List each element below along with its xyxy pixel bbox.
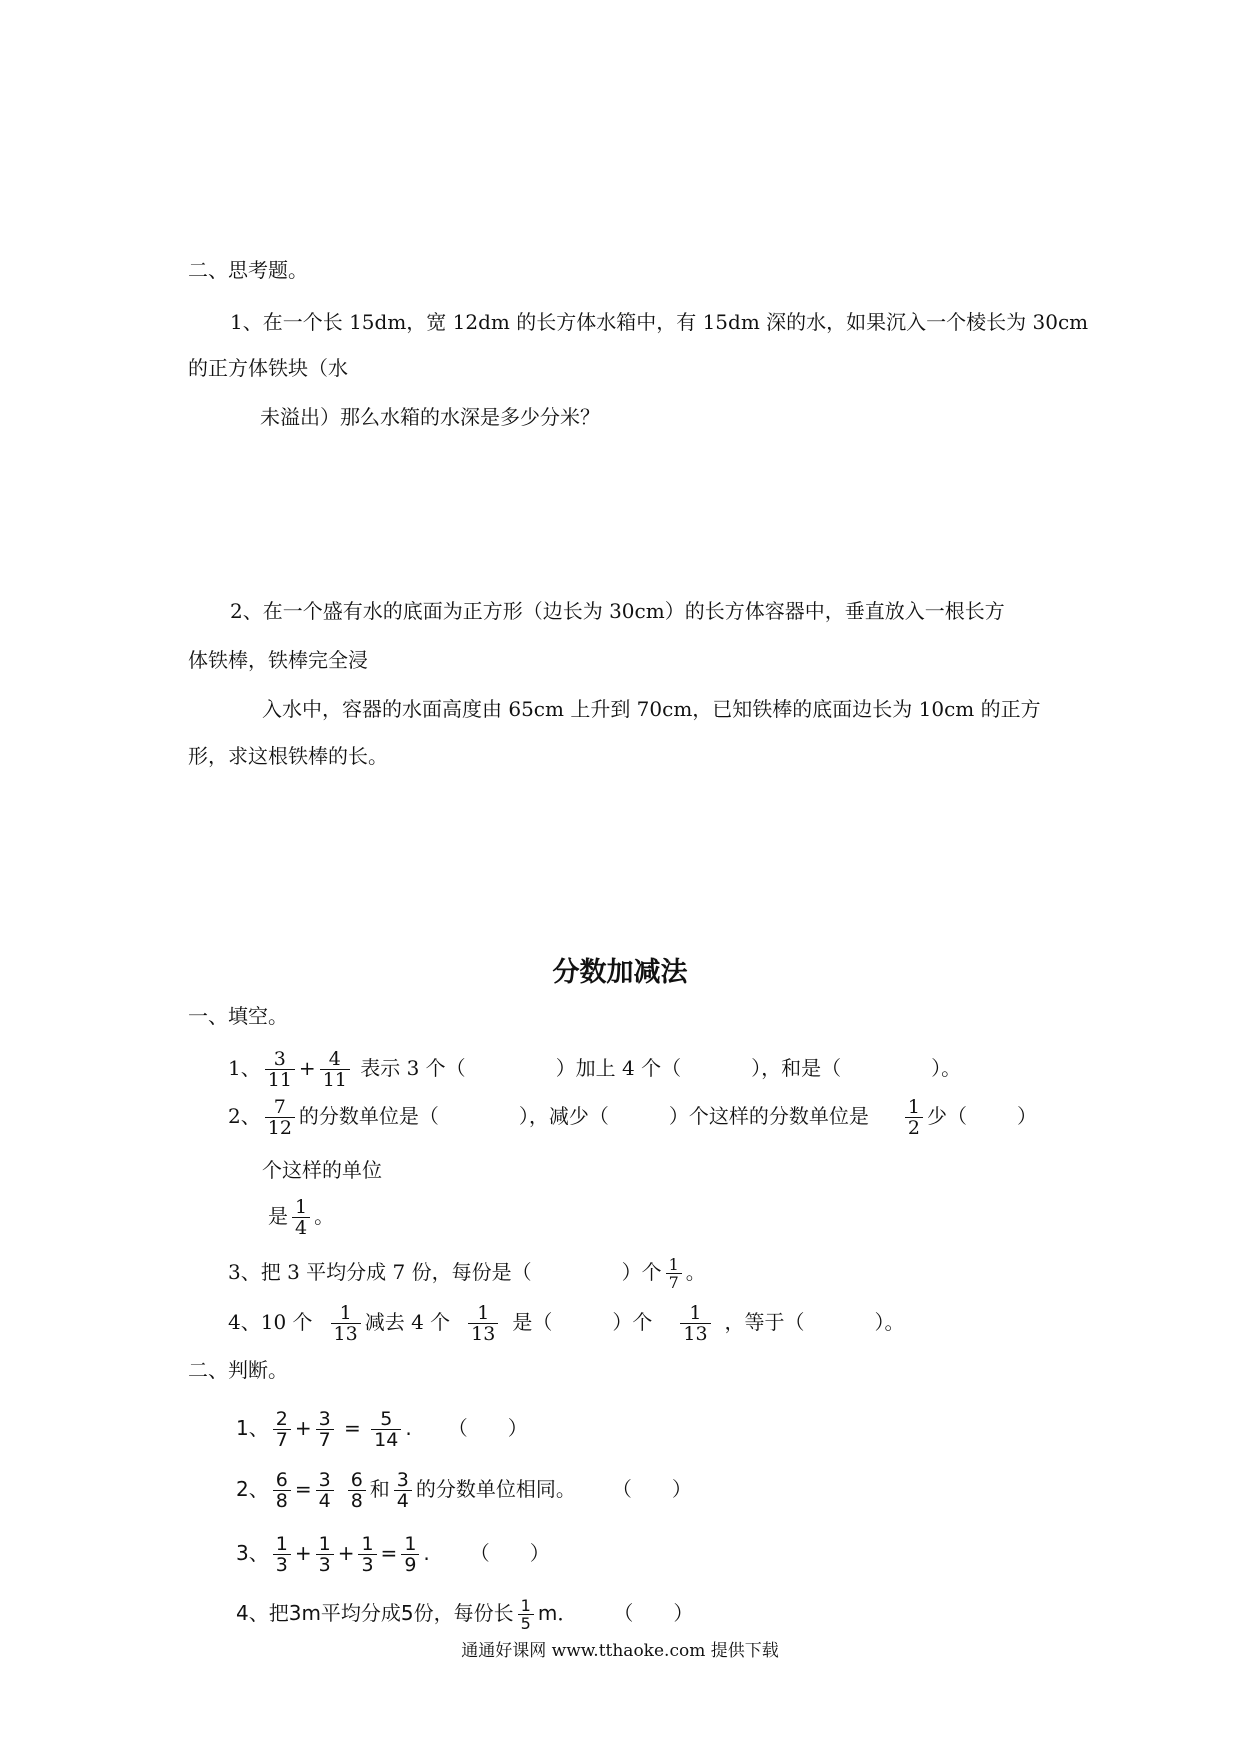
fraction: $\frac{1}{9}$ xyxy=(401,1534,419,1575)
page-footer: 通通好课网 www.tthaoke.com 提供下载 xyxy=(461,1641,779,1661)
answer-parentheses: （ ） xyxy=(447,1416,528,1440)
text: ）个这样的分数单位是 xyxy=(668,1104,869,1128)
question-number: 2、 xyxy=(236,1477,269,1501)
answer-parentheses: （ ） xyxy=(469,1541,550,1565)
equals-sign: = xyxy=(344,1416,361,1440)
plus-sign: + xyxy=(298,1056,316,1080)
text: 是 xyxy=(268,1204,288,1228)
text: . xyxy=(405,1416,412,1440)
fraction: $\frac{1}{2}$ xyxy=(905,1097,923,1138)
text: . xyxy=(423,1541,430,1565)
fraction: $\frac{1}{13}$ xyxy=(468,1303,498,1344)
fraction: $\frac{6}{8}$ xyxy=(348,1470,366,1511)
question-1-line-3: 未溢出）那么水箱的水深是多少分米？ xyxy=(260,405,600,429)
text: 。 xyxy=(685,1260,706,1284)
question-2-line-2: 体铁棒，铁棒完全浸 xyxy=(188,648,368,672)
fraction: $\frac{7}{12}$ xyxy=(265,1097,295,1138)
equals-sign: = xyxy=(380,1541,398,1565)
fraction: $\frac{1}{3}$ xyxy=(358,1534,376,1575)
equals-sign: = xyxy=(294,1477,312,1501)
fill-question-3 xyxy=(228,1250,706,1294)
text: 的分数单位相同。 xyxy=(415,1477,576,1501)
judge-question-1 xyxy=(236,1405,528,1451)
text: 4、10 个 xyxy=(228,1310,313,1334)
text: ，等于（ xyxy=(724,1310,805,1334)
text: 和 xyxy=(369,1477,390,1501)
fill-question-2-line-3 xyxy=(268,1194,334,1238)
judge-question-4 xyxy=(236,1590,693,1636)
fraction: $\frac{3}{4}$ xyxy=(316,1470,334,1511)
text: 是（ xyxy=(512,1310,553,1334)
question-2-line-1: 2、在一个盛有水的底面为正方形（边长为 30cm）的长方体容器中，垂直放入一根长方 xyxy=(230,599,1005,623)
text: 。 xyxy=(314,1204,335,1228)
fraction: $\frac{1}{13}$ xyxy=(680,1303,710,1344)
fill-question-2-line-2: 个这样的单位 xyxy=(262,1158,382,1182)
question-2-line-4: 形，求这根铁棒的长。 xyxy=(188,744,388,768)
text: 少（ xyxy=(927,1104,968,1128)
fraction: $\frac{3}{7}$ xyxy=(316,1409,334,1450)
text: m． xyxy=(537,1601,578,1625)
text: 3、把 3 平均分成 7 份，每份是（ xyxy=(228,1260,532,1284)
fraction: $\frac{2}{7}$ xyxy=(273,1409,291,1450)
section-heading-thinking: 二、思考题。 xyxy=(188,258,308,282)
fraction: $\frac{1}{4}$ xyxy=(292,1197,310,1238)
text: 减去 4 个 xyxy=(364,1310,451,1334)
question-1-line-1: 1、在一个长 15dm，宽 12dm 的长方体水箱中，有 15dm 深的水，如果沉入一个棱长为 30cm xyxy=(230,310,1089,334)
question-1-line-2: 的正方体铁块（水 xyxy=(188,356,348,380)
section-title: 分数加减法 xyxy=(552,957,688,988)
plus-sign: + xyxy=(294,1416,312,1440)
text: 的分数单位是（ xyxy=(298,1104,439,1128)
text: ）加上 4 个（ xyxy=(555,1056,682,1080)
question-number: 3、 xyxy=(236,1541,269,1565)
text: ），减少（ xyxy=(518,1104,609,1128)
answer-parentheses: （ ） xyxy=(613,1601,694,1625)
fraction: $\frac{1}{3}$ xyxy=(316,1534,334,1575)
fraction: $\frac{3}{4}$ xyxy=(394,1470,412,1511)
text: ），和是（ xyxy=(751,1056,842,1080)
judge-question-2 xyxy=(236,1466,692,1512)
answer-parentheses: （ ） xyxy=(611,1477,692,1501)
fraction: $\frac{5}{14}$ xyxy=(371,1409,401,1450)
fill-question-2 xyxy=(228,1094,1037,1138)
fraction: $\frac{1}{3}$ xyxy=(273,1534,291,1575)
fraction: $\frac{1}{13}$ xyxy=(331,1303,361,1344)
question-number: 1、 xyxy=(236,1416,269,1440)
question-2-line-3: 入水中，容器的水面高度由 65cm 上升到 70cm，已知铁棒的底面边长为 10cm 的正方 xyxy=(262,697,1041,721)
question-number: 1、 xyxy=(228,1056,261,1080)
judge-heading: 二、判断。 xyxy=(188,1358,288,1382)
fill-heading: 一、填空。 xyxy=(188,1004,288,1028)
text: ） xyxy=(1017,1104,1038,1128)
fill-question-1 xyxy=(228,1046,961,1090)
fraction: $\frac{3}{11}$ xyxy=(265,1049,295,1090)
fraction: $\frac{6}{8}$ xyxy=(273,1470,291,1511)
question-number: 2、 xyxy=(228,1104,261,1128)
fraction: $\frac{1}{7}$ xyxy=(666,1256,682,1291)
text: ）。 xyxy=(931,1056,962,1080)
fraction: $\frac{1}{5}$ xyxy=(518,1597,534,1632)
plus-sign: + xyxy=(294,1541,312,1565)
text: 表示 3 个（ xyxy=(360,1056,466,1080)
text: ）个 xyxy=(621,1260,662,1284)
fill-question-4 xyxy=(228,1300,905,1344)
text: 4、把3m平均分成5份，每份长 xyxy=(236,1601,514,1625)
judge-question-3 xyxy=(236,1530,550,1576)
plus-sign: + xyxy=(337,1541,355,1565)
text: ）。 xyxy=(874,1310,905,1334)
text: ）个 xyxy=(612,1310,653,1334)
fraction: $\frac{4}{11}$ xyxy=(320,1049,350,1090)
